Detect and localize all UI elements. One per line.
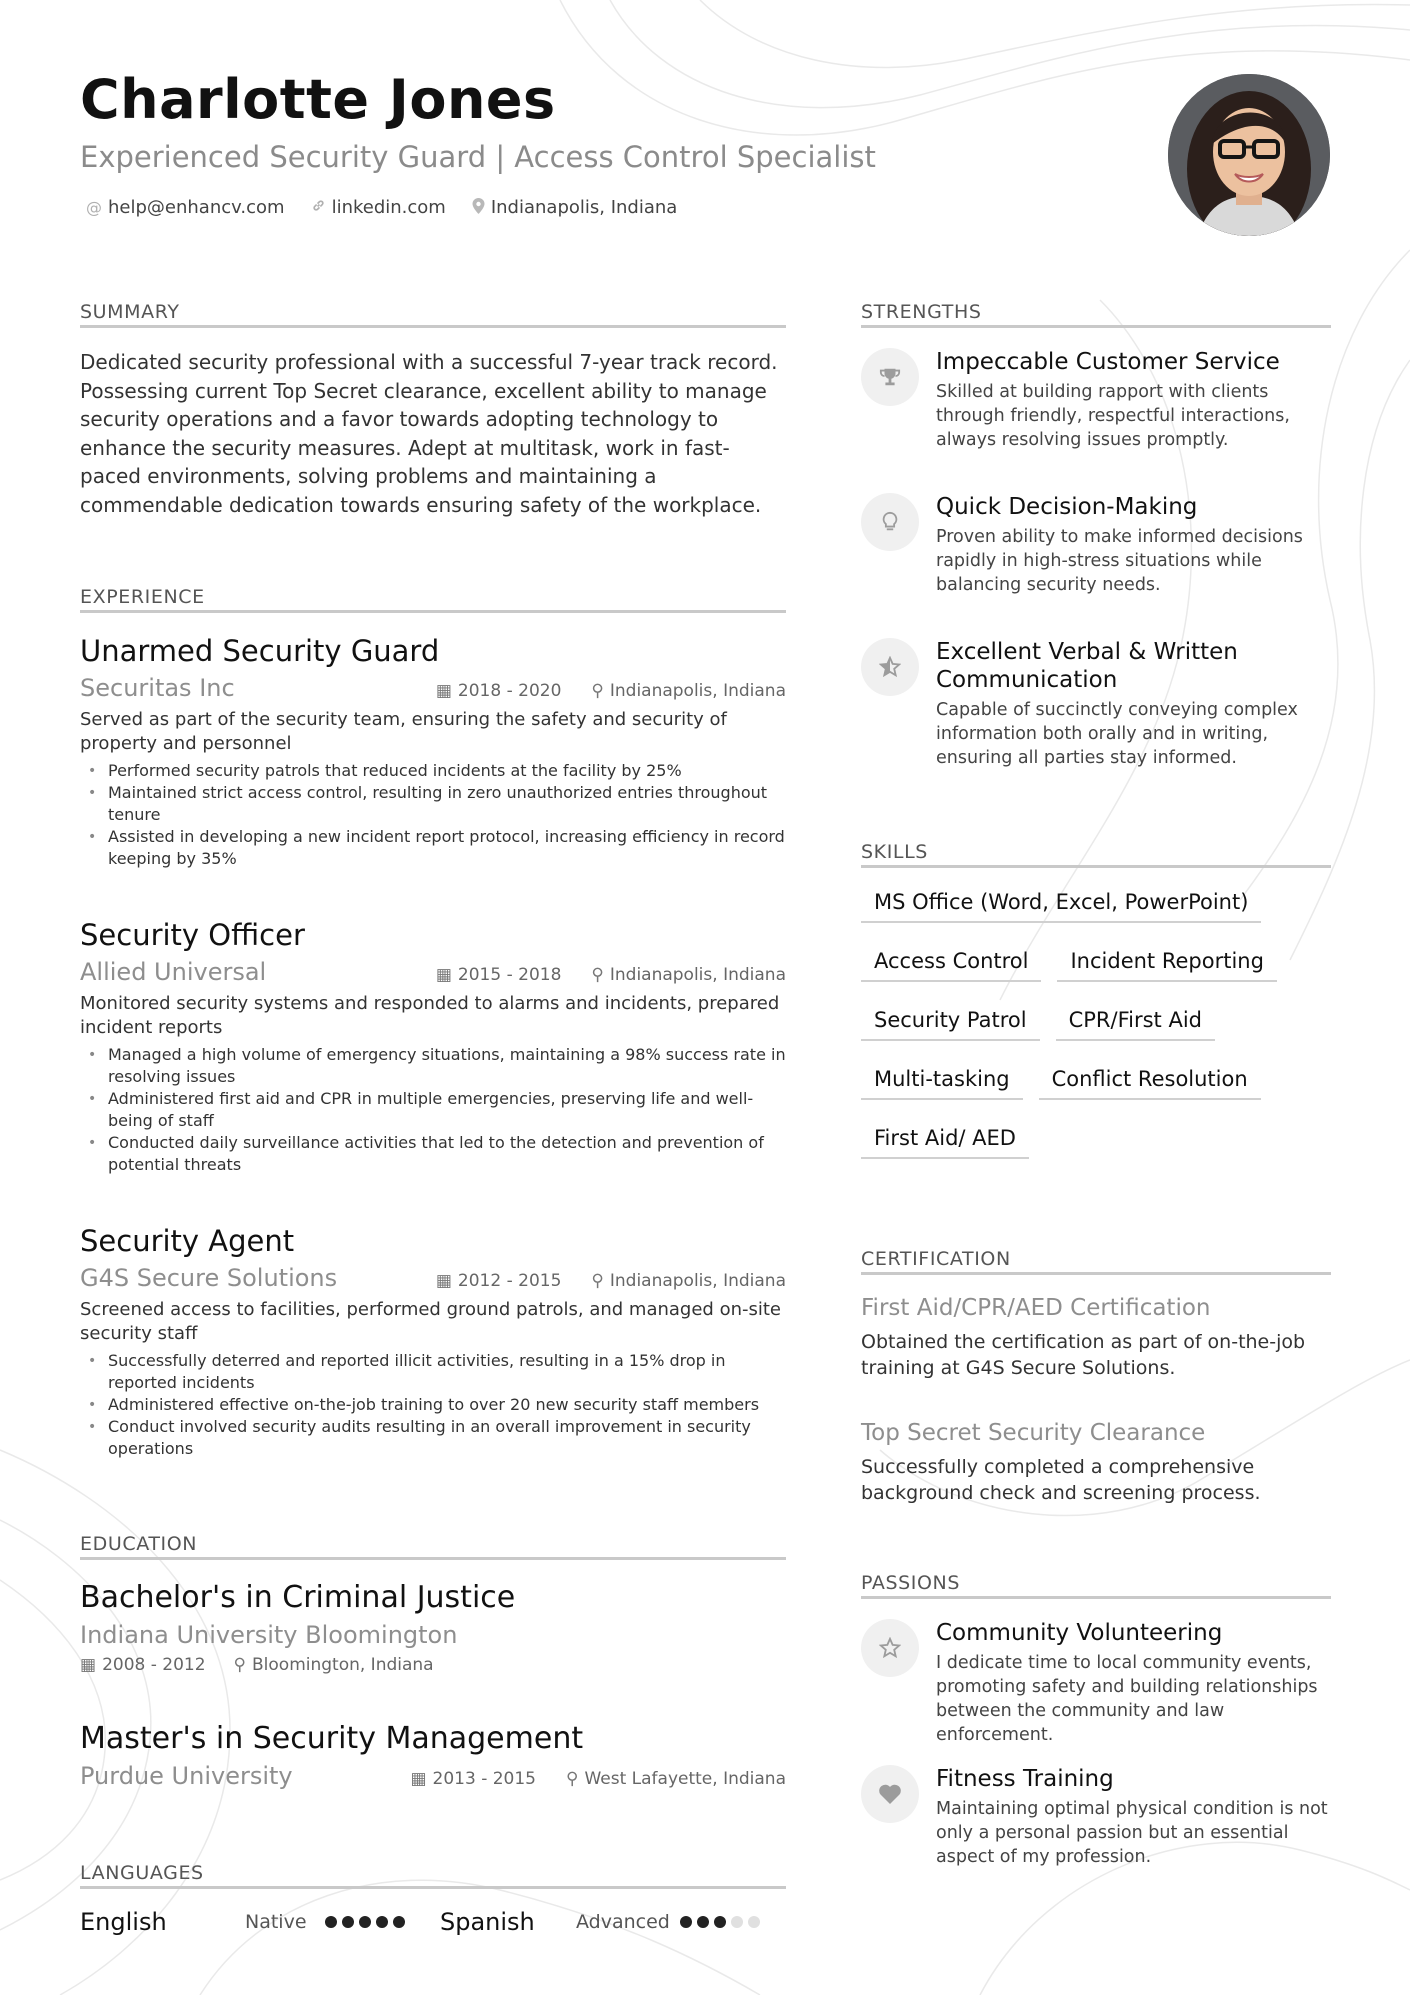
- company-name: G4S Secure Solutions: [80, 1264, 338, 1292]
- calendar-icon: ▦: [435, 1271, 452, 1291]
- language-name: Spanish: [440, 1908, 535, 1936]
- email-text: help@enhancv.com: [108, 197, 285, 218]
- map-pin-icon: ⚲: [566, 1769, 579, 1789]
- strengths-divider: [861, 325, 1331, 328]
- experience-heading: EXPERIENCE: [80, 586, 205, 608]
- summary-text: Dedicated security professional with a successful 7-year track record. Possessing current Top Secret clearance, excellent ability to manage security operations and a favor towards adopting technology to enhance the security measures. Adept at multitask, work in fast-paced environments, solving problems and maintaining a commendable dedication towards ensuring safety of the workplace.: [80, 350, 778, 517]
- strength-description: Proven ability to make informed decisions rapidly in high-stress situations while balancing security needs.: [936, 527, 1303, 595]
- edu-location-text: Bloomington, Indiana: [252, 1655, 434, 1675]
- school-name: Indiana University Bloomington: [80, 1621, 458, 1649]
- skill-tag: Incident Reporting: [1057, 949, 1276, 982]
- edu-location-text: West Lafayette, Indiana: [584, 1769, 786, 1789]
- candidate-headline: Experienced Security Guard | Access Control Specialist: [80, 140, 876, 174]
- job-bullet: • Conduct involved security audits resulting in an overall improvement in security operations: [88, 1416, 786, 1460]
- edu-dates: [80, 1655, 206, 1675]
- job-dates: [436, 681, 562, 701]
- contact-email[interactable]: [86, 197, 285, 218]
- experience-entry: [80, 1224, 786, 1460]
- education-entry: [80, 1721, 786, 1790]
- job-dates: [436, 1271, 562, 1291]
- rating-dot: [325, 1916, 337, 1928]
- education-heading: EDUCATION: [80, 1533, 198, 1555]
- rating-dot: [359, 1916, 371, 1928]
- job-title: Security Agent: [80, 1224, 295, 1258]
- rating-dot: [376, 1916, 388, 1928]
- job-dates-text: 2015 - 2018: [457, 965, 562, 985]
- certification-description: Successfully completed a comprehensive background check and screening process.: [861, 1456, 1261, 1504]
- trophy-icon: [861, 348, 919, 406]
- job-location: [591, 965, 786, 985]
- map-pin-icon: [472, 198, 485, 218]
- skills-divider: [861, 865, 1331, 868]
- star-half-icon: [861, 638, 919, 696]
- passion-title: Fitness Training: [936, 1766, 1114, 1792]
- language-level: Native: [245, 1911, 307, 1933]
- at-icon: @: [86, 198, 102, 217]
- lightbulb-icon: [861, 493, 919, 551]
- map-pin-icon: ⚲: [591, 681, 604, 701]
- link-icon: [311, 198, 326, 217]
- certification-title: Top Secret Security Clearance: [861, 1420, 1206, 1446]
- language-item: [440, 1908, 786, 1936]
- job-description: Screened access to facilities, performed ground patrols, and managed on-site security staff: [80, 1299, 782, 1344]
- skill-tag: Security Patrol: [861, 1008, 1040, 1041]
- location-text: Indianapolis, Indiana: [490, 197, 678, 218]
- passions-heading: PASSIONS: [861, 1572, 960, 1594]
- skill-tag: Multi-tasking: [861, 1067, 1023, 1100]
- job-bullet: • Performed security patrols that reduced incidents at the facility by 25%: [88, 760, 786, 782]
- rating-dot: [697, 1916, 709, 1928]
- skill-tag: Access Control: [861, 949, 1041, 982]
- languages-list: [80, 1908, 786, 1936]
- education-divider: [80, 1557, 786, 1560]
- strength-title: Excellent Verbal & Written Communication: [936, 639, 1238, 693]
- job-bullets: [80, 1044, 786, 1176]
- rating-dot: [731, 1916, 743, 1928]
- certification-divider: [861, 1272, 1331, 1275]
- job-title: Security Officer: [80, 918, 305, 952]
- job-bullet: • Successfully deterred and reported illicit activities, resulting in a 15% drop in reported incidents: [88, 1350, 786, 1394]
- school-name: Purdue University: [80, 1762, 293, 1790]
- job-location-text: Indianapolis, Indiana: [609, 1271, 786, 1291]
- star-icon: [861, 1619, 919, 1677]
- calendar-icon: ▦: [80, 1655, 97, 1675]
- rating-dot: [393, 1916, 405, 1928]
- skill-tag: First Aid/ AED: [861, 1126, 1029, 1159]
- edu-dates: [410, 1769, 536, 1789]
- job-location-text: Indianapolis, Indiana: [609, 681, 786, 701]
- certification-heading: CERTIFICATION: [861, 1248, 1011, 1270]
- certification-item: [861, 1420, 1331, 1506]
- summary-divider: [80, 325, 786, 328]
- job-bullet: • Maintained strict access control, resulting in zero unauthorized entries throughout tenure: [88, 782, 786, 826]
- degree-title: Master's in Security Management: [80, 1721, 584, 1756]
- job-description: Served as part of the security team, ensuring the safety and security of property and personnel: [80, 709, 727, 754]
- languages-heading: LANGUAGES: [80, 1862, 204, 1884]
- job-dates: [436, 965, 562, 985]
- strength-description: Skilled at building rapport with clients through friendly, respectful interactions, always resolving issues promptly.: [936, 382, 1290, 450]
- passions-divider: [861, 1596, 1331, 1599]
- passion-title: Community Volunteering: [936, 1620, 1223, 1646]
- language-rating: [680, 1916, 760, 1928]
- map-pin-icon: ⚲: [591, 1271, 604, 1291]
- job-dates-text: 2012 - 2015: [457, 1271, 562, 1291]
- skill-tag: CPR/First Aid: [1056, 1008, 1215, 1041]
- language-item: [80, 1908, 440, 1936]
- job-bullet: • Assisted in developing a new incident report protocol, increasing efficiency in record keeping by 35%: [88, 826, 786, 870]
- skills-list: [861, 890, 1331, 1185]
- edu-dates-text: 2013 - 2015: [432, 1769, 537, 1789]
- skill-tag: Conflict Resolution: [1039, 1067, 1261, 1100]
- skills-heading: SKILLS: [861, 841, 928, 863]
- experience-entry: [80, 918, 786, 1176]
- linkedin-text: linkedin.com: [331, 197, 446, 218]
- language-name: English: [80, 1908, 167, 1936]
- job-location-text: Indianapolis, Indiana: [609, 965, 786, 985]
- strength-title: Impeccable Customer Service: [936, 349, 1280, 375]
- job-title: Unarmed Security Guard: [80, 634, 440, 668]
- experience-entry: [80, 634, 786, 870]
- job-location: [591, 1271, 786, 1291]
- company-name: Allied Universal: [80, 958, 267, 986]
- job-bullet: • Conducted daily surveillance activities that led to the detection and prevention of potential threats: [88, 1132, 786, 1176]
- contact-bar: [86, 197, 677, 218]
- edu-location: [234, 1655, 434, 1675]
- strength-title: Quick Decision-Making: [936, 494, 1198, 520]
- profile-photo: [1168, 74, 1330, 236]
- job-location: [591, 681, 786, 701]
- skill-tag: MS Office (Word, Excel, PowerPoint): [861, 890, 1261, 923]
- passion-description: Maintaining optimal physical condition is not only a personal passion but an essential aspect of my profession.: [936, 1799, 1328, 1867]
- passion-description: I dedicate time to local community events, promoting safety and building relationships between the community and law enforcement.: [936, 1653, 1318, 1745]
- rating-dot: [714, 1916, 726, 1928]
- language-level: Advanced: [576, 1911, 670, 1933]
- calendar-icon: ▦: [410, 1769, 427, 1789]
- certification-item: [861, 1295, 1331, 1381]
- edu-dates-text: 2008 - 2012: [102, 1655, 206, 1675]
- certification-title: First Aid/CPR/AED Certification: [861, 1295, 1211, 1321]
- experience-divider: [80, 610, 786, 613]
- strengths-heading: STRENGTHS: [861, 301, 982, 323]
- job-bullets: [80, 1350, 786, 1460]
- calendar-icon: ▦: [435, 965, 452, 985]
- map-pin-icon: ⚲: [591, 965, 604, 985]
- strength-description: Capable of succinctly conveying complex information both orally and in writing, ensuring all parties stay informed.: [936, 700, 1298, 768]
- education-entry: [80, 1580, 786, 1675]
- heart-icon: [861, 1765, 919, 1823]
- job-dates-text: 2018 - 2020: [457, 681, 562, 701]
- edu-location: [566, 1769, 786, 1789]
- job-description: Monitored security systems and responded to alarms and incidents, prepared incident reports: [80, 993, 780, 1038]
- contact-linkedin[interactable]: [311, 197, 446, 218]
- contact-location: [472, 197, 678, 218]
- job-bullets: [80, 760, 786, 870]
- map-pin-icon: ⚲: [233, 1655, 246, 1675]
- calendar-icon: ▦: [435, 681, 452, 701]
- job-bullet: • Managed a high volume of emergency situations, maintaining a 98% success rate in resolving issues: [88, 1044, 786, 1088]
- language-rating: [325, 1916, 405, 1928]
- rating-dot: [342, 1916, 354, 1928]
- degree-title: Bachelor's in Criminal Justice: [80, 1580, 516, 1615]
- company-name: Securitas Inc: [80, 674, 235, 702]
- candidate-name: Charlotte Jones: [80, 68, 556, 131]
- job-bullet: • Administered effective on-the-job training to over 20 new security staff members: [88, 1394, 786, 1416]
- rating-dot: [680, 1916, 692, 1928]
- rating-dot: [748, 1916, 760, 1928]
- languages-divider: [80, 1886, 786, 1889]
- summary-heading: SUMMARY: [80, 301, 180, 323]
- job-bullet: • Administered first aid and CPR in multiple emergencies, preserving life and well-being of staff: [88, 1088, 786, 1132]
- certification-description: Obtained the certification as part of on-the-job training at G4S Secure Solutions.: [861, 1331, 1306, 1379]
